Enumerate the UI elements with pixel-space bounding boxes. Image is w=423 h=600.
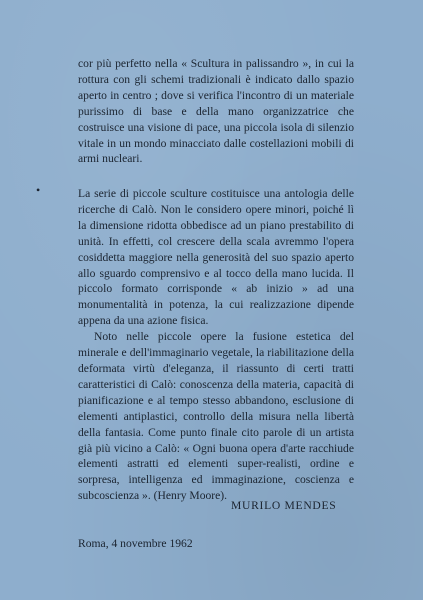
paragraph-2: La serie di piccole sculture costituisce una antologia delle ricerche di Calò. Non le considero opere minori, poiché lì la dimensione ridotta obbedisce ad un piano prestabilito di unità. In effetti, col crescere della scala avremmo l'opera cosiddetta maggiore nella generosità del suo spazio aperto allo sguardo comprensivo e al tocco della mano lucida. Il piccolo formato corrisponde « ab inizio » ad una monumentalità in potenza, la cui realizzazione dipende appena da una azione fisica. — [78, 187, 354, 328]
place-date-line: Roma, 4 novembre 1962 — [78, 537, 193, 550]
bullet-marker: • — [36, 183, 41, 197]
text-block-main — [78, 186, 354, 504]
paragraph-3: Noto nelle piccole opere la fusione estetica del minerale e dell'immaginario vegetale, la riabilitazione della deformata virtù d'eleganza, il riassunto di certi tratti caratteristici di Calò: conoscenza della materia, capacità di pianificazione e al tempo stesso abbandono, esclusione di elementi antiplastici, controllo della misura nella libertà della fantasia. Come punto finale cito parole di un artista già più vicino a Calò: « Ogni buona opera d'arte racchiude elementi astratti ed elementi super-realisti, ordine e sorpresa, intelligenza ed immaginazione, coscienza e subcoscienza ». (Henry Moore). — [78, 330, 354, 503]
text-block-top — [78, 56, 354, 167]
paragraph-1: cor più perfetto nella « Scultura in palissandro », in cui la rottura con gli schemi tradizionali è indicato dallo spazio aperto in centro ; dove si verifica l'incontro di un materiale purissimo di base e della mano organizzatrice che costruisce una visione di pace, una piccola isola di silenzio vitale in un mondo minacciato dalle costellazioni mobili di armi nucleari. — [78, 57, 354, 166]
author-signature: MURILO MENDES — [231, 499, 337, 512]
